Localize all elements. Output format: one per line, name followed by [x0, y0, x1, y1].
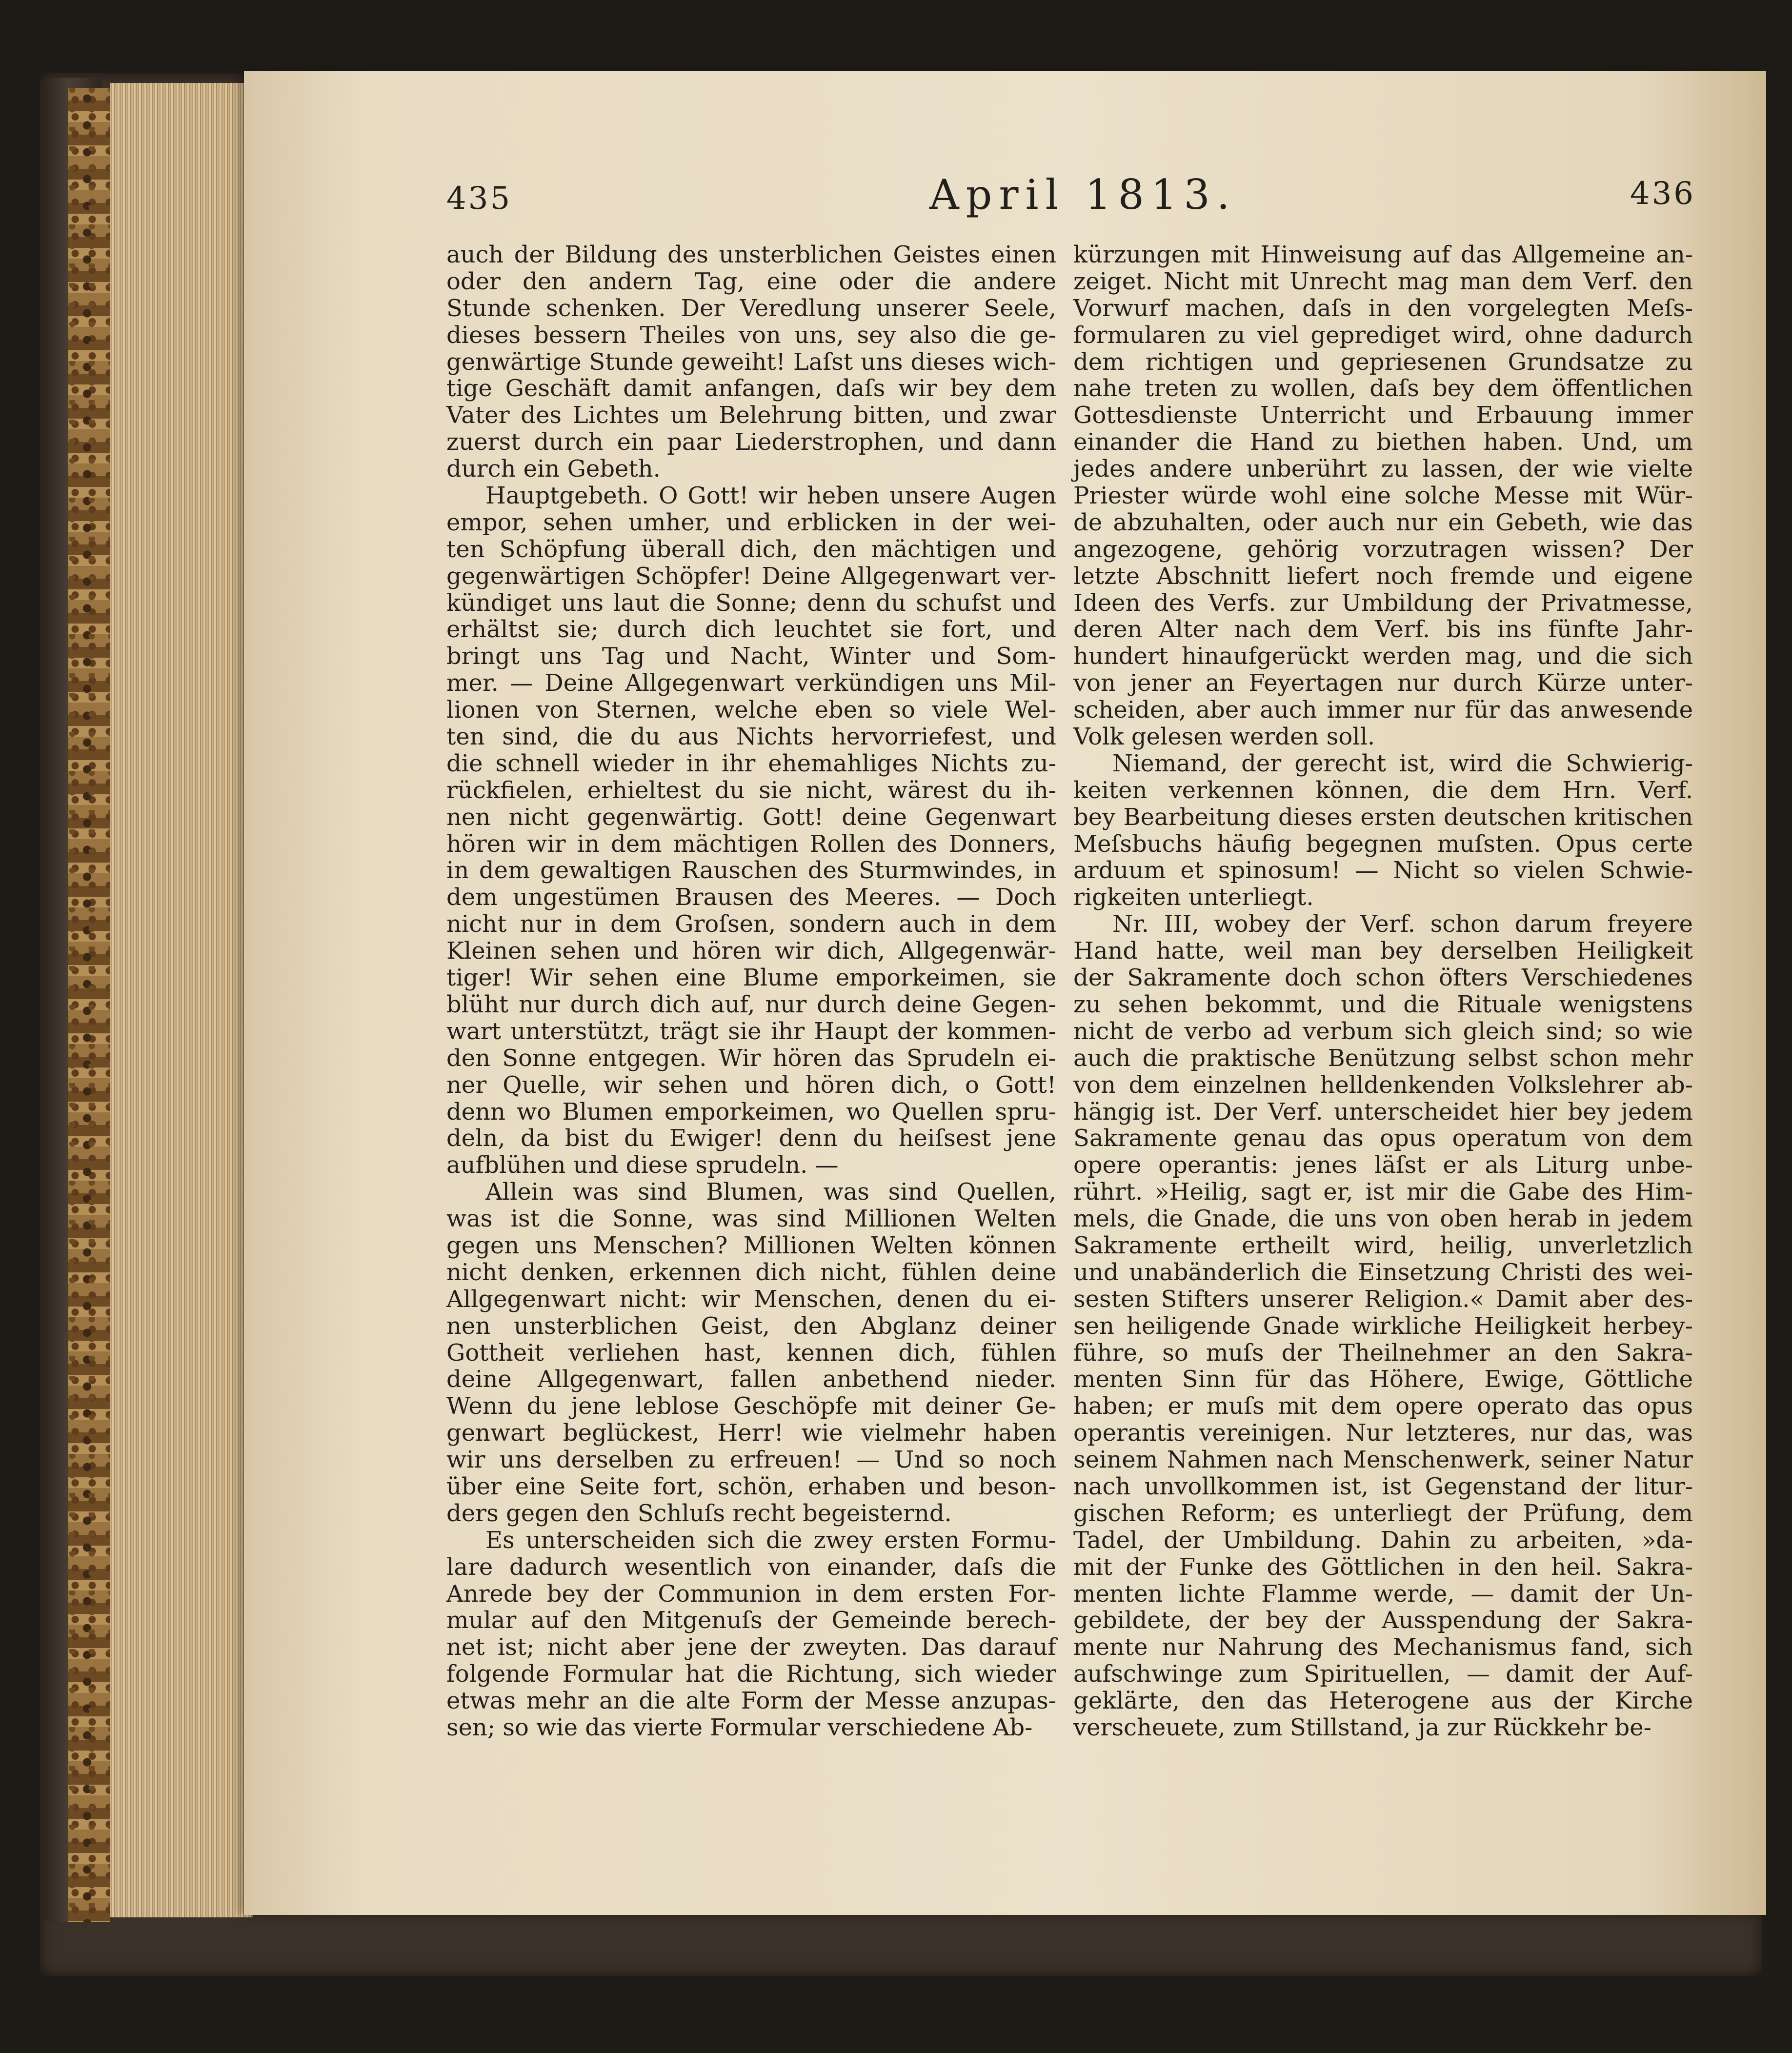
text-line: tige Geschäft damit anfangen, daſs wir bey dem	[446, 375, 1056, 403]
text-line: lionen von Sternen, welche eben so viele Wel-	[446, 696, 1056, 724]
text-line: auch die praktische Benützung selbst schon mehr	[1073, 1044, 1693, 1072]
text-line: letzte Abschnitt liefert noch fremde und eigene	[1073, 562, 1693, 590]
text-line: hundert hinaufgerückt werden mag, und die sich	[1073, 643, 1693, 670]
text-line: wir uns derselben zu erfreuen! — Und so noch	[446, 1446, 1056, 1474]
text-line: nicht de verbo ad verbum sich gleich sind; so wie	[1073, 1017, 1693, 1045]
text-line: nicht denken, erkennen dich nicht, fühlen deine	[446, 1258, 1056, 1286]
text-line: Gottheit verliehen hast, kennen dich, fühlen	[446, 1339, 1056, 1367]
text-line: nach unvollkommen ist, ist Gegenstand der litur-	[1073, 1472, 1693, 1500]
text-line: zeiget. Nicht mit Unrecht mag man dem Verf. den	[1073, 267, 1693, 295]
text-line: der Sakramente doch schon öfters Verschiedenes	[1073, 964, 1693, 992]
text-line: deine Allgegenwart, fallen anbethend nieder.	[446, 1366, 1056, 1393]
text-line: Hauptgebeth. O Gott! wir heben unsere Augen	[485, 482, 1056, 510]
text-line: rigkeiten unterliegt.	[1073, 884, 1314, 911]
text-line: menten Sinn für das Höhere, Ewige, Göttliche	[1073, 1366, 1693, 1393]
text-line: kündiget uns laut die Sonne; denn du schufst und	[446, 589, 1056, 617]
text-line: verscheuete, zum Stillstand, ja zur Rückkehr be-	[1073, 1713, 1651, 1741]
text-line: gebildete, der bey der Ausspendung der Sakra-	[1073, 1607, 1693, 1634]
text-line: dieses bessern Theiles von uns, sey also die ge-	[446, 321, 1056, 349]
running-title: April 1813.	[929, 171, 1237, 219]
text-line: de abzuhalten, oder auch nur ein Gebeth, wie das	[1073, 508, 1693, 536]
text-line: Volk gelesen werden soll.	[1073, 723, 1375, 751]
text-line: kürzungen mit Hinweisung auf das Allgemeine an-	[1073, 241, 1693, 268]
text-line: folgende Formular hat die Richtung, sich wieder	[446, 1660, 1056, 1688]
text-line: Wenn du jene leblose Geschöpfe mit deiner Ge-	[446, 1392, 1056, 1420]
text-line: durch ein Gebeth.	[446, 455, 661, 483]
text-line: empor, sehen umher, und erblicken in der wei-	[446, 508, 1056, 536]
text-line: ten sind, die du aus Nichts hervorriefest, und	[446, 723, 1056, 751]
text-line: tiger! Wir sehen eine Blume emporkeimen, sie	[446, 964, 1056, 992]
text-line: sen heiligende Gnade wirkliche Heiligkeit herbey-	[1073, 1312, 1693, 1340]
text-line: angezogene, gehörig vorzutragen wissen? Der	[1073, 535, 1693, 563]
text-line: mular auf den Mitgenuſs der Gemeinde berech-	[446, 1607, 1056, 1634]
marbled-edge	[68, 88, 110, 1922]
text-line: aufschwinge zum Spirituellen, — damit der Auf-	[1073, 1660, 1693, 1688]
text-line: operantis vereinigen. Nur letzteres, nur das, was	[1073, 1419, 1693, 1447]
text-line: bey Bearbeitung dieses ersten deutschen kritischen	[1073, 803, 1693, 831]
text-line: zuerst durch ein paar Liederstrophen, und dann	[446, 428, 1056, 456]
text-line: Niemand, der gerecht ist, wird die Schwierig-	[1112, 749, 1693, 777]
left-text-column	[446, 242, 1056, 1741]
text-line: etwas mehr an die alte Form der Messe anzupas-	[446, 1687, 1056, 1715]
text-line: jedes andere unberührt zu lassen, der wie vielte	[1073, 455, 1693, 483]
page-stack	[110, 83, 253, 1917]
text-line: sesten Stifters unserer Religion.« Damit aber des-	[1073, 1285, 1693, 1313]
text-line: dem richtigen und gepriesenen Grundsatze zu	[1073, 348, 1693, 376]
text-line: erhältst sie; durch dich leuchtet sie fort, und	[446, 616, 1056, 644]
text-line: formularen zu viel geprediget wird, ohne dadurch	[1073, 321, 1693, 349]
text-line: wart unterstützt, trägt sie ihr Haupt der kommen-	[446, 1017, 1056, 1045]
text-line: arduum et spinosum! — Nicht so vielen Schwie-	[1073, 857, 1693, 885]
text-line: ders gegen den Schluſs recht begeisternd.	[446, 1499, 952, 1527]
text-line: Meſsbuchs häufig begegnen muſsten. Opus certe	[1073, 830, 1693, 858]
text-line: Hand hatte, weil man bey derselben Heiligkeit	[1073, 937, 1693, 965]
text-line: nahe treten zu wollen, daſs bey dem öffentlichen	[1073, 375, 1693, 403]
text-line: gischen Reform; es unterliegt der Prüfung, dem	[1073, 1499, 1693, 1527]
text-line: Tadel, der Umbildung. Dahin zu arbeiten, »da-	[1073, 1526, 1693, 1554]
right-text-column	[1073, 242, 1693, 1741]
text-line: Sakramente genau das opus operatum von dem	[1073, 1125, 1693, 1152]
text-line: Stunde schenken. Der Veredlung unserer Seele,	[446, 294, 1056, 322]
text-line: scheiden, aber auch immer nur für das anwesende	[1073, 696, 1693, 724]
text-line: Priester würde wohl eine solche Messe mit Wür-	[1073, 482, 1693, 510]
text-line: führe, so muſs der Theilnehmer an den Sakra-	[1073, 1339, 1693, 1367]
text-line: einander die Hand zu biethen haben. Und, um	[1073, 428, 1693, 456]
text-line: menten lichte Flamme werde, — damit der Un-	[1073, 1580, 1693, 1608]
text-line: opere operantis: jenes läſst er als Liturg unbe-	[1073, 1151, 1693, 1179]
text-line: die schnell wieder in ihr ehemahliges Nichts zu-	[446, 749, 1056, 777]
text-line: rührt. »Heilig, sagt er, ist mir die Gabe des Him-	[1073, 1178, 1693, 1206]
text-line: hängig ist. Der Verf. unterscheidet hier bey jedem	[1073, 1098, 1693, 1126]
text-line: lare dadurch wesentlich von einander, daſs die	[446, 1553, 1056, 1581]
text-line: von dem einzelnen helldenkenden Volkslehrer ab-	[1073, 1071, 1693, 1099]
text-line: aufblühen und diese sprudeln. —	[446, 1151, 839, 1179]
text-line: nicht nur in dem Groſsen, sondern auch in dem	[446, 910, 1056, 938]
text-line: Vater des Lichtes um Belehrung bitten, und zwar	[446, 402, 1056, 429]
text-line: sen; so wie das vierte Formular verschiedene Ab-	[446, 1713, 1033, 1741]
text-line: Anrede bey der Communion in dem ersten For-	[446, 1580, 1056, 1608]
text-line: von jener an Feyertagen nur durch Kürze unter-	[1073, 669, 1693, 697]
text-line: denn wo Blumen emporkeimen, wo Quellen spru-	[446, 1098, 1056, 1126]
text-line: bringt uns Tag und Nacht, Winter und Som-	[446, 643, 1056, 670]
text-line: und unabänderlich die Einsetzung Christi des wei-	[1073, 1258, 1693, 1286]
text-line: blüht nur durch dich auf, nur durch deine Gegen-	[446, 990, 1056, 1018]
text-line: Es unterscheiden sich die zwey ersten Formu-	[485, 1526, 1056, 1554]
text-line: auch der Bildung des unsterblichen Geistes einen	[446, 241, 1056, 268]
text-line: dem ungestümen Brausen des Meeres. — Doch	[446, 884, 1056, 911]
text-line: rückfielen, erhieltest du sie nicht, wärest du ih-	[446, 776, 1056, 804]
text-line: hören wir in dem mächtigen Rollen des Donners,	[446, 830, 1056, 858]
text-line: keiten verkennen können, die dem Hrn. Verf.	[1073, 776, 1693, 804]
text-line: gegenwärtigen Schöpfer! Deine Allgegenwart ver-	[446, 562, 1056, 590]
text-line: Allgegenwart nicht: wir Menschen, denen du ei-	[446, 1285, 1056, 1313]
left-page-number: 435	[446, 181, 512, 217]
text-line: nen nicht gegenwärtig. Gott! deine Gegenwart	[446, 803, 1056, 831]
text-line: geklärte, den das Heterogene aus der Kirche	[1073, 1687, 1693, 1715]
text-line: deln, da bist du Ewiger! denn du heiſsest jene	[446, 1125, 1056, 1152]
page-header	[446, 171, 1695, 224]
text-line: mente nur Nahrung des Mechanismus fand, sich	[1073, 1633, 1693, 1661]
text-line: net ist; nicht aber jene der zweyten. Das darauf	[446, 1633, 1056, 1661]
text-line: mer. — Deine Allgegenwart verkündigen uns Mil-	[446, 669, 1056, 697]
text-line: Ideen des Verfs. zur Umbildung der Privatmesse,	[1073, 589, 1693, 617]
text-line: mels, die Gnade, die uns von oben herab in jedem	[1073, 1205, 1693, 1233]
text-line: Gottesdienste Unterricht und Erbauung immer	[1073, 402, 1693, 429]
text-line: in dem gewaltigen Rauschen des Sturmwindes, in	[446, 857, 1056, 885]
text-line: den Sonne entgegen. Wir hören das Sprudeln ei-	[446, 1044, 1056, 1072]
text-line: mit der Funke des Göttlichen in den heil. Sakra-	[1073, 1553, 1693, 1581]
right-page-number: 436	[1630, 176, 1695, 212]
text-line: deren Alter nach dem Verf. bis ins fünfte Jahr-	[1073, 616, 1693, 644]
text-line: zu sehen bekommt, und die Rituale wenigstens	[1073, 990, 1693, 1018]
text-line: Kleinen sehen und hören wir dich, Allgegenwär-	[446, 937, 1056, 965]
text-line: Allein was sind Blumen, was sind Quellen,	[485, 1178, 1056, 1206]
text-line: gegen uns Menschen? Millionen Welten können	[446, 1231, 1056, 1259]
text-line: genwart beglückest, Herr! wie vielmehr haben	[446, 1419, 1056, 1447]
text-line: was ist die Sonne, was sind Millionen Welten	[446, 1205, 1056, 1233]
text-line: nen unsterblichen Geist, den Abglanz deiner	[446, 1312, 1056, 1340]
text-line: über eine Seite fort, schön, erhaben und beson-	[446, 1472, 1056, 1500]
text-line: Nr. III, wobey der Verf. schon darum freyere	[1112, 910, 1693, 938]
text-line: ner Quelle, wir sehen und hören dich, o Gott!	[446, 1071, 1056, 1099]
text-line: ten Schöpfung überall dich, den mächtigen und	[446, 535, 1056, 563]
text-line: Sakramente ertheilt wird, heilig, unverletzlich	[1073, 1231, 1693, 1259]
text-line: seinem Nahmen nach Menschenwerk, seiner Natur	[1073, 1446, 1693, 1474]
text-line: genwärtige Stunde geweiht! Laſst uns dieses wich-	[446, 348, 1056, 376]
text-line: haben; er muſs mit dem opere operato das opus	[1073, 1392, 1693, 1420]
text-line: Vorwurf machen, daſs in den vorgelegten Meſs-	[1073, 294, 1693, 322]
text-line: oder den andern Tag, eine oder die andere	[446, 267, 1056, 295]
